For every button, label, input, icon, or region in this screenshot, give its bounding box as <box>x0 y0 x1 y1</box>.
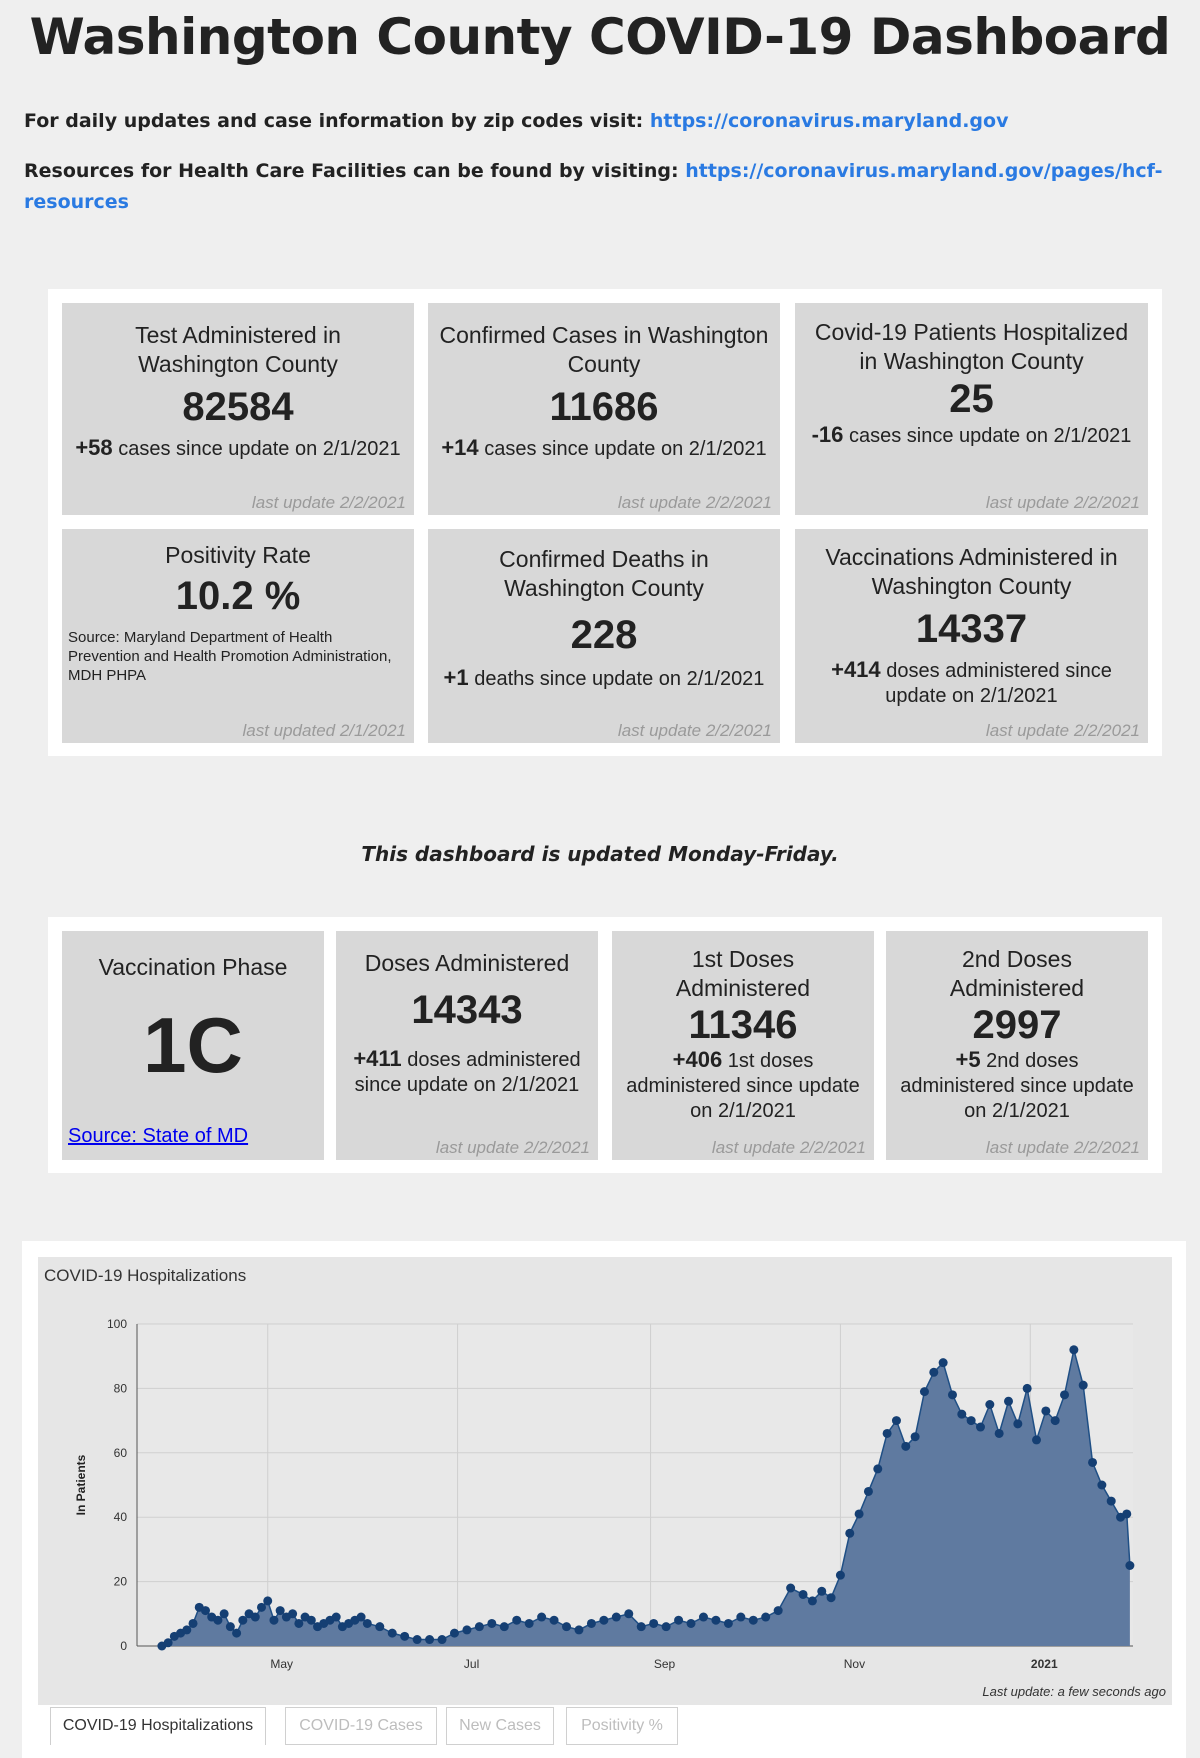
card-value: 11686 <box>549 385 659 429</box>
tab-new-cases[interactable]: New Cases <box>446 1707 554 1745</box>
data-point <box>462 1625 471 1634</box>
chart-updated: Last update: a few seconds ago <box>982 1684 1166 1699</box>
data-point <box>939 1358 948 1367</box>
card-change <box>336 1046 598 1098</box>
data-point <box>649 1619 658 1628</box>
card-change-amount: -16 <box>811 422 844 447</box>
data-point <box>883 1429 892 1438</box>
card-change-text: cases since update on 2/1/2021 <box>843 425 1132 447</box>
data-point <box>574 1625 583 1634</box>
data-point <box>624 1609 633 1618</box>
card-change <box>428 435 780 462</box>
data-point <box>976 1423 985 1432</box>
card-updated: last update 2/2/2021 <box>985 1138 1140 1157</box>
card-change-amount: +406 <box>672 1047 723 1072</box>
card-updated: last update 2/2/2021 <box>617 721 772 740</box>
data-point <box>799 1590 808 1599</box>
card-change-text: doses administered since update on 2/1/2021 <box>880 660 1112 707</box>
data-point <box>587 1619 596 1628</box>
card-change-text: 1st doses administered since update on 2/1/2021 <box>626 1050 860 1122</box>
data-point <box>911 1432 920 1441</box>
data-point <box>901 1442 910 1451</box>
data-point <box>612 1613 621 1622</box>
data-point <box>438 1635 447 1644</box>
card-title: Vaccinations Administered in Washington County <box>825 544 1118 599</box>
card-title: Doses Administered <box>364 950 570 976</box>
data-point <box>873 1464 882 1473</box>
card-change-amount: +1 <box>443 665 469 690</box>
data-point <box>226 1622 235 1631</box>
data-point <box>263 1596 272 1605</box>
card-value: 25 <box>949 377 994 421</box>
data-point <box>276 1606 285 1615</box>
x-tick-label: Nov <box>843 1657 866 1671</box>
card-updated: last update 2/2/2021 <box>711 1138 866 1157</box>
card-value: 14343 <box>411 988 523 1032</box>
data-point <box>786 1584 795 1593</box>
data-point <box>375 1622 384 1631</box>
card-value: 228 <box>570 613 638 657</box>
first-doses-card <box>612 931 874 1160</box>
data-point <box>836 1571 845 1580</box>
data-point <box>332 1613 341 1622</box>
vaccinations-card <box>795 529 1148 743</box>
data-point <box>1107 1497 1116 1506</box>
data-point <box>637 1622 646 1631</box>
x-tick-label: Sep <box>653 1657 676 1671</box>
card-change <box>795 657 1148 709</box>
card-change-amount: +414 <box>831 657 881 682</box>
y-tick-label: 60 <box>113 1445 127 1460</box>
data-point <box>827 1593 836 1602</box>
card-change-amount: +411 <box>353 1046 402 1071</box>
card-updated: last updated 2/1/2021 <box>242 721 406 740</box>
card-value: 14337 <box>915 607 1028 651</box>
data-point <box>388 1629 397 1638</box>
card-change-amount: +58 <box>75 435 113 460</box>
data-point <box>1032 1435 1041 1444</box>
data-point <box>251 1613 260 1622</box>
y-tick-label: 40 <box>113 1510 127 1525</box>
data-point <box>475 1622 484 1631</box>
data-point <box>562 1622 571 1631</box>
data-point <box>699 1613 708 1622</box>
card-value: 11346 <box>688 1003 798 1047</box>
data-point <box>537 1613 546 1622</box>
data-point <box>724 1619 733 1628</box>
card-title: 2nd Doses Administered <box>949 946 1085 1001</box>
data-point <box>257 1603 266 1612</box>
card-change <box>428 665 780 692</box>
data-point <box>1004 1397 1013 1406</box>
data-point <box>232 1629 241 1638</box>
data-point <box>413 1635 422 1644</box>
phase-source-link[interactable]: Source: State of MD <box>68 1125 249 1147</box>
data-point <box>1023 1384 1032 1393</box>
data-point <box>995 1429 1004 1438</box>
cases-card <box>428 303 780 515</box>
card-change <box>612 1047 874 1124</box>
card-title: Confirmed Cases in Washington County <box>439 322 769 377</box>
data-point <box>749 1616 758 1625</box>
x-tick-label: 2021 <box>1030 1657 1058 1671</box>
card-title: Confirmed Deaths in Washington County <box>499 546 709 601</box>
data-point <box>550 1616 559 1625</box>
hcf-info-text: Resources for Health Care Facilities can be found by visiting: <box>24 160 679 182</box>
card-title: 1st Doses Administered <box>675 946 811 1001</box>
data-point <box>164 1638 173 1647</box>
data-point <box>1097 1481 1106 1490</box>
tests-card <box>62 303 414 515</box>
data-point <box>487 1619 496 1628</box>
data-point <box>736 1613 745 1622</box>
data-point <box>1041 1406 1050 1415</box>
data-point <box>238 1616 247 1625</box>
data-point <box>1051 1416 1060 1425</box>
data-point <box>948 1390 957 1399</box>
data-point <box>189 1619 198 1628</box>
card-value: 2997 <box>972 1003 1062 1047</box>
data-point <box>817 1587 826 1596</box>
data-point <box>1079 1381 1088 1390</box>
data-point <box>662 1622 671 1631</box>
zip-info-text: For daily updates and case information by zip codes visit: <box>24 110 644 132</box>
data-point <box>711 1616 720 1625</box>
card-change-text: cases since update on 2/1/2021 <box>112 438 401 460</box>
card-change <box>886 1047 1148 1124</box>
card-updated: last update 2/2/2021 <box>985 721 1140 740</box>
tab-positivity[interactable]: Positivity % <box>566 1707 678 1745</box>
card-updated: last update 2/2/2021 <box>435 1138 590 1157</box>
data-point <box>674 1616 683 1625</box>
update-notice: This dashboard is updated Monday-Friday. <box>361 842 839 866</box>
page-title: Washington County COVID-19 Dashboard <box>29 8 1171 66</box>
data-point <box>985 1400 994 1409</box>
zip-info-link[interactable]: https://coronavirus.maryland.gov <box>649 110 1009 132</box>
card-value: 10.2 % <box>175 574 301 618</box>
positivity-card <box>62 529 414 743</box>
y-tick-label: 80 <box>113 1381 127 1396</box>
data-point <box>450 1629 459 1638</box>
card-change-amount: +14 <box>441 435 479 460</box>
card-updated: last update 2/2/2021 <box>985 493 1140 512</box>
data-point <box>425 1635 434 1644</box>
card-title: Positivity Rate <box>165 542 311 568</box>
data-point <box>1088 1458 1097 1467</box>
y-axis-label: In Patients <box>74 1454 88 1516</box>
data-point <box>1125 1561 1134 1570</box>
data-point <box>855 1509 864 1518</box>
tab-covid-hospitalizations[interactable]: COVID-19 Hospitalizations <box>50 1707 266 1745</box>
data-point <box>774 1606 783 1615</box>
data-point <box>687 1619 696 1628</box>
card-change-text: doses administered since update on 2/1/2021 <box>354 1049 581 1096</box>
data-point <box>400 1632 409 1641</box>
data-point <box>213 1616 222 1625</box>
data-point <box>761 1613 770 1622</box>
data-point <box>182 1625 191 1634</box>
data-point <box>1069 1345 1078 1354</box>
y-tick-label: 0 <box>120 1639 127 1653</box>
data-point <box>220 1609 229 1618</box>
card-value: 82584 <box>182 385 294 429</box>
card-change <box>795 422 1148 449</box>
data-point <box>599 1616 608 1625</box>
y-tick-label: 100 <box>106 1317 127 1331</box>
card-change <box>62 435 414 462</box>
chart-title: COVID-19 Hospitalizations <box>44 1266 247 1285</box>
card-updated: last update 2/2/2021 <box>251 493 406 512</box>
data-point <box>201 1606 210 1615</box>
data-point <box>920 1387 929 1396</box>
data-point <box>525 1619 534 1628</box>
data-point <box>864 1487 873 1496</box>
hospitalizations-chart <box>38 1290 1172 1680</box>
data-point <box>1060 1390 1069 1399</box>
tab-covid-cases[interactable]: COVID-19 Cases <box>285 1707 437 1745</box>
hcf-info-line <box>24 156 1174 218</box>
data-point <box>967 1416 976 1425</box>
data-point <box>363 1619 372 1628</box>
x-tick-label: May <box>270 1657 294 1671</box>
data-point <box>957 1410 966 1419</box>
data-point <box>288 1609 297 1618</box>
phase-value: 1C <box>143 1001 243 1089</box>
data-point <box>1122 1509 1131 1518</box>
data-point <box>892 1416 901 1425</box>
data-point <box>929 1368 938 1377</box>
data-point <box>307 1616 316 1625</box>
card-title: Covid-19 Patients Hospitalized in Washington County <box>814 319 1129 374</box>
doses-card <box>336 931 598 1160</box>
data-point <box>269 1616 278 1625</box>
data-point <box>512 1616 521 1625</box>
zip-info-line <box>24 106 1174 137</box>
data-point <box>294 1619 303 1628</box>
data-point <box>808 1596 817 1605</box>
deaths-card <box>428 529 780 743</box>
hospitalized-card <box>795 303 1148 515</box>
card-change-text: cases since update on 2/1/2021 <box>478 438 767 460</box>
card-source: Source: Maryland Department of Health Prevention and Health Promotion Administration, MDH PHPA <box>68 629 392 684</box>
data-point <box>500 1622 509 1631</box>
hcf-info-link[interactable]: https://coronavirus.maryland.gov/pages/hcf-resources <box>24 160 1163 213</box>
card-change-text: 2nd doses administered since update on 2/1/2021 <box>900 1050 1134 1122</box>
card-title: Vaccination Phase <box>98 954 288 980</box>
y-tick-label: 20 <box>113 1574 127 1589</box>
data-point <box>845 1529 854 1538</box>
card-title: Test Administered in Washington County <box>135 322 341 377</box>
data-point <box>357 1613 366 1622</box>
card-change-amount: +5 <box>955 1047 981 1072</box>
card-change-text: deaths since update on 2/1/2021 <box>468 668 765 690</box>
second-doses-card <box>886 931 1148 1160</box>
vaccination-phase-card <box>62 931 324 1160</box>
data-point <box>1013 1419 1022 1428</box>
card-updated: last update 2/2/2021 <box>617 493 772 512</box>
x-tick-label: Jul <box>463 1657 480 1671</box>
